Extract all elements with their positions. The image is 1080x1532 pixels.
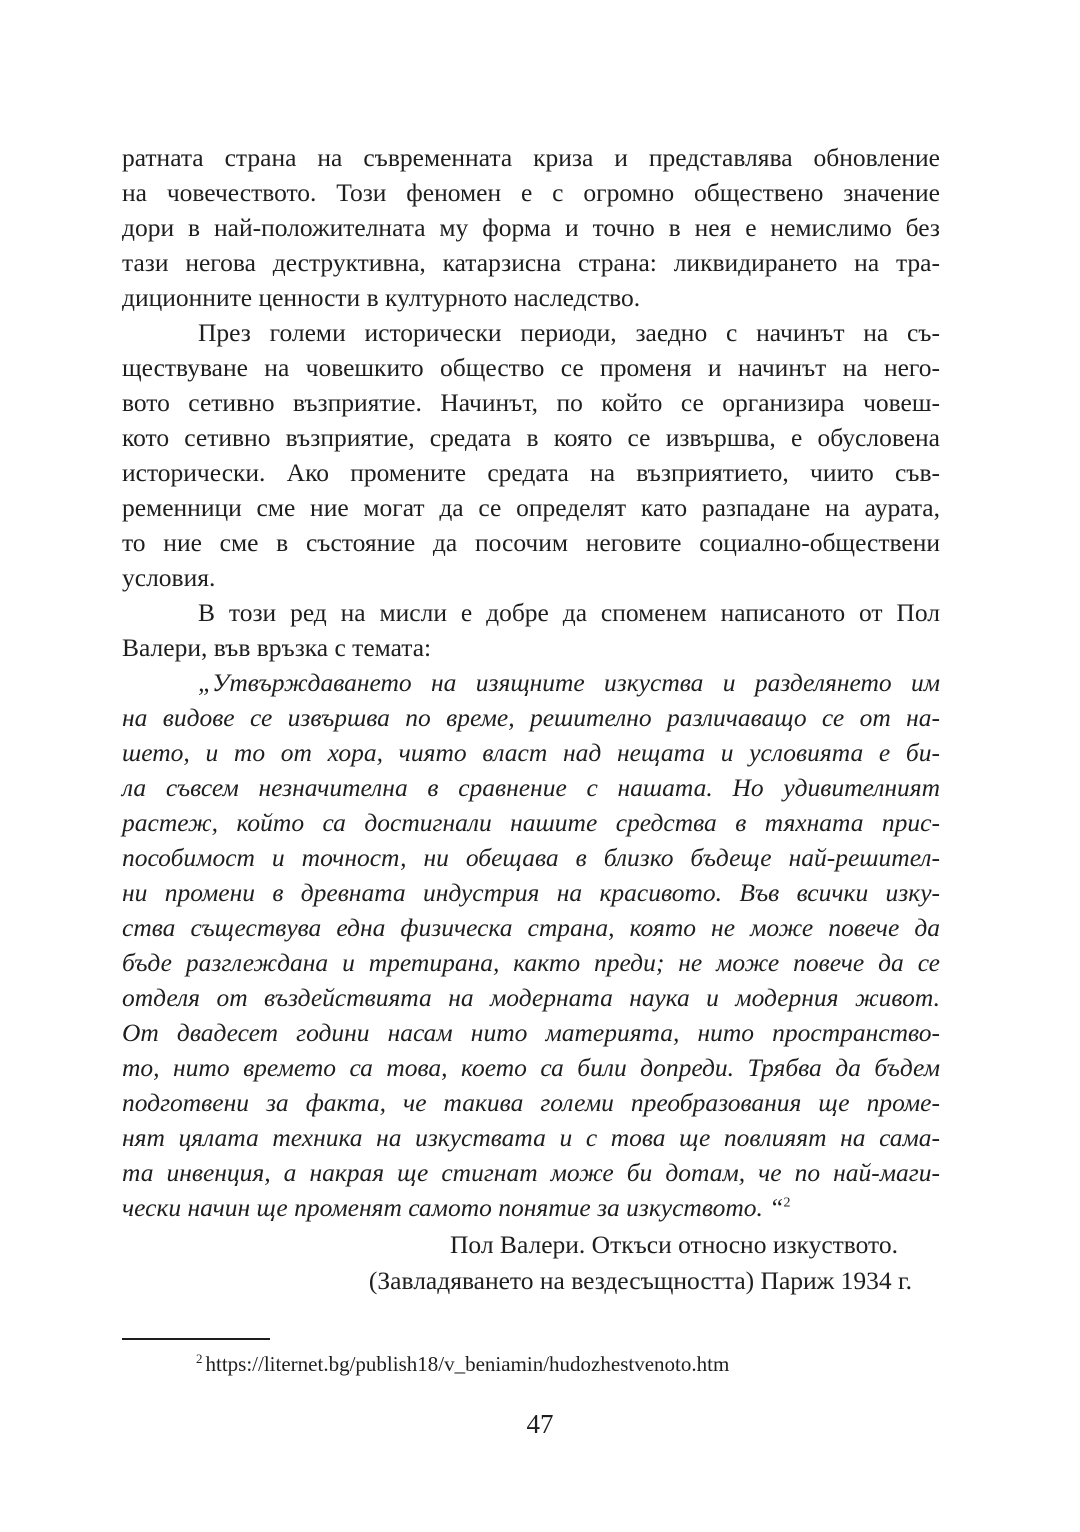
body-line: ременници сме ние могат да се определят като разпадане на аурата,	[122, 493, 940, 522]
body-line: то ние сме в състояние да посочим неговите социално-обществени	[122, 528, 940, 557]
footnote-marker: 2	[196, 1351, 203, 1366]
quote-line: ни промени в древната индустрия на красивото. Във всички изку-	[122, 878, 940, 907]
quote-line: та инвенция, а накрая ще стигнат може би дотам, че по най-маги-	[122, 1158, 940, 1187]
quote-line: отделя от въздействията на модерната наука и модерния живот.	[122, 983, 940, 1012]
body-line: вото сетивно възприятие. Начинът, по който се организира човеш-	[122, 388, 940, 417]
quote-line: От двадесет години насам нито материята, нито пространство-	[122, 1018, 940, 1047]
footnote	[196, 1349, 729, 1379]
quote-line: ства съществува една физическа страна, която не може повече да	[122, 913, 940, 942]
body-line: В този ред на мисли е добре да споменем написаното от Пол	[198, 598, 940, 627]
body-line: ратната страна на съвременната криза и представлява обновление	[122, 143, 940, 172]
attribution-line: (Завладяването на вездесъщността) Париж 1934 г.	[368, 1266, 912, 1295]
quote-line: ла съвсем незначителна в сравнение с нашата. Но удивителният	[122, 773, 940, 802]
body-line: исторически. Ако промените средата на възприятието, чиито съв-	[122, 458, 940, 487]
body-line: През големи исторически периоди, заедно с начинът на съ-	[198, 318, 940, 347]
attribution-line: Пол Валери. Откъси относно изкуството.	[450, 1230, 898, 1259]
quote-line: пособимост и точност, ни обещава в близко бъдеще най-решител-	[122, 843, 940, 872]
body-line: условия.	[122, 563, 216, 592]
body-line: диционните ценности в културното наследство.	[122, 283, 641, 312]
body-line: ществуване на човешкито общество се променя и начинът на него-	[122, 353, 940, 382]
quote-line: нят цялата техника на изкуствата и с това ще повлияят на сама-	[122, 1123, 940, 1152]
body-line: кото сетивно възприятие, средата в която се извършва, е обусловена	[122, 423, 940, 452]
quote-line: бъде разглеждана и третирана, както преди; не може повече да се	[122, 948, 940, 977]
body-line: Валери, във връзка с темата:	[122, 633, 432, 662]
quote-line: подготвени за факта, че такива големи преобразования ще проме-	[122, 1088, 940, 1117]
quote-last-line	[122, 1190, 940, 1226]
quote-line-text: чески начин ще променят самото понятие за изкуството. “	[122, 1193, 784, 1222]
quote-line: „Утвърждаването на изящните изкуства и разделянето им	[198, 668, 940, 697]
quote-line: шето, и то от хора, чиято власт над нещата и условията е би-	[122, 738, 940, 767]
page-number: 47	[526, 1409, 554, 1439]
body-line: на човечеството. Този феномен е с огромно обществено значение	[122, 178, 940, 207]
footnote-divider	[122, 1338, 270, 1340]
quote-line: растеж, който са достигнали нашите средства в тяхната прис-	[122, 808, 940, 837]
footnote-link[interactable]: https://liternet.bg/publish18/v_beniamin/hudozhestvenoto.htm	[205, 1352, 730, 1376]
quote-line: то, нито времето са това, което са били допреди. Трябва да бъдем	[122, 1053, 940, 1082]
body-line: тази негова деструктивна, катарзисна страна: ликвидирането на тра-	[122, 248, 940, 277]
quote-line: на видове се извършва по време, решително различаващо се от на-	[122, 703, 940, 732]
body-line: дори в най-положителната му форма и точно в нея е немислимо без	[122, 213, 940, 242]
footnote-reference[interactable]: 2	[783, 1195, 791, 1211]
